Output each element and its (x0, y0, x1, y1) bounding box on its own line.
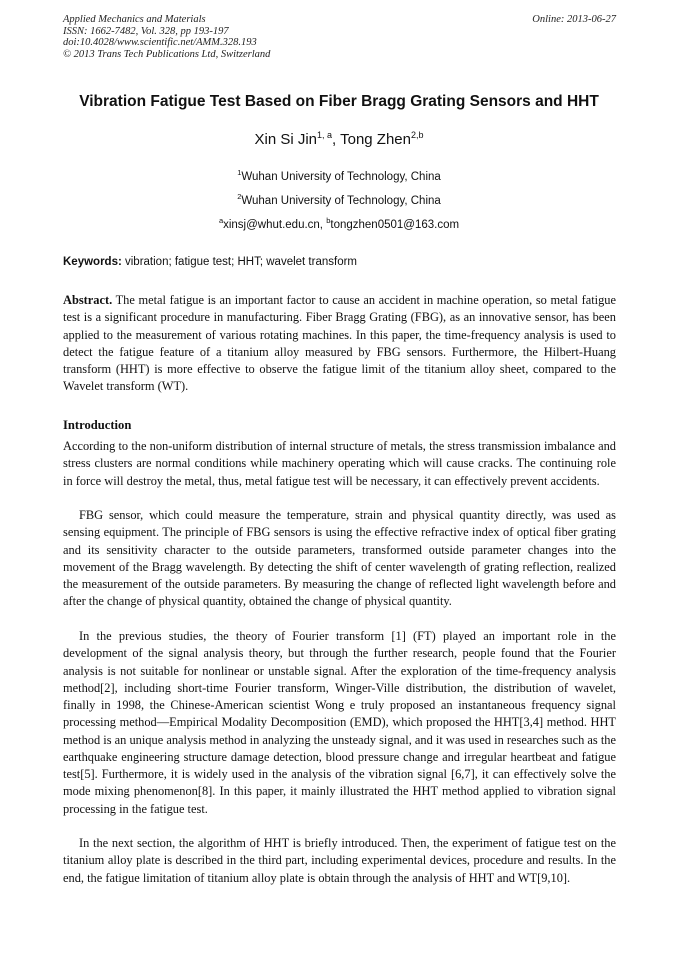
author-separator: , (332, 131, 341, 148)
keywords-text: vibration; fatigue test; HHT; wavelet transform (121, 256, 358, 268)
abstract-text: The metal fatigue is an important factor to cause an accident in machine operation, so metal fatigue test is a significant procedure in manufacturing. Fiber Bragg Grating (FBG), as an innovative sensor, has been applied to the measurement of various rotating machines. In this paper, the time-frequency analysis is used to detect the fatigue feature of a titanium alloy measured by FBG sensors. Furthermore, the Hilbert-Huang transform (HHT) is more effective to observe the fatigue limit of the titanium alloy sheet, compared to the Wavelet transform (WT). (63, 293, 616, 394)
abstract-label: Abstract. (63, 293, 113, 307)
author-2: Tong Zhen (340, 131, 411, 148)
intro-paragraph-2: FBG sensor, which could measure the temperature, strain and physical quantity directly, was used as sensing equipment. The principle of FBG sensors is using the effective refractive index of optical fiber grating and its sensitivity character to the outside parameters, transformed outside parameter changes into the movement of the Bragg wavelength. By detecting the shift of center wavelength of grating reflection, realized the measurement of the outside parameters. By measuring the change of reflected light wavelength before and after the change of physical quantity, obtained the change of physical quantity. (63, 508, 616, 609)
author-1-sup: 1, a (317, 130, 333, 140)
email-a-sup: a (218, 216, 224, 225)
journal-name: Applied Mechanics and Materials (63, 14, 206, 25)
affiliation-1-text: Wuhan University of Technology, China (241, 170, 441, 183)
email-a: xinsj@whut.edu.cn, (223, 218, 327, 231)
intro-paragraph-3: In the previous studies, the theory of Fourier transform [1] (FT) played an important role in the development of the signal analysis theory, but through the further research, people found that the Fourier analysis is not suitable for nonlinear or unstable signal. After the exploration of the time-frequency analysis method[2], including short-time Fourier transform, Winger-Ville distribution, the distribution of wavelet, finally in 1998, the Chinese-American scientist Wong e truly proposed an instantaneous frequency signal processing method—Empirical Modality Decomposition (EMD), which proposed the HHT[3,4] method. HHT method is an unique analysis method in analyzing the unsteady signal, and it was used in researches such as the earthquake engineering structure damage detection, blood pressure change and irregular heartbeat and fatigue test[5]. Furthermore, it is widely used in the analysis of the vibration signal [6,7], it can effectively solve the mode mixing phenomenon[8]. In this paper, it mainly illustrated the HHT method applied to vibration signal processing in the fatigue test. (63, 629, 616, 816)
affiliation-2-text: Wuhan University of Technology, China (241, 194, 441, 207)
doi-line: doi:10.4028/www.scientific.net/AMM.328.193 (63, 37, 257, 48)
keywords-label: Keywords: (63, 256, 122, 268)
copyright-line: © 2013 Trans Tech Publications Ltd, Switzerland (63, 48, 271, 60)
intro-paragraph-1: According to the non-uniform distribution of internal structure of metals, the stress transmission imbalance and stress clusters are normal conditions while machinery operating which will cause cracks. The continuing role in force will destroy the metal, thus, metal fatigue test will be necessary, it can effectively prevent accidents. (63, 439, 616, 488)
issn-line: ISSN: 1662-7482, Vol. 328, pp 193-197 (63, 25, 229, 37)
introduction-heading: Introduction (63, 418, 132, 432)
paper-title: Vibration Fatigue Test Based on Fiber Bragg Grating Sensors and HHT (79, 93, 599, 110)
intro-paragraph-4: In the next section, the algorithm of HHT is briefly introduced. Then, the experiment of fatigue test on the titanium alloy plate is described in the third part, including experimental devices, procedure and results. In the end, the fatigue limitation of titanium alloy plate is obtain through the analysis of HHT and WT[9,10]. (63, 836, 616, 885)
email-b: tongzhen0501@163.com (330, 218, 460, 231)
author-2-sup: 2,b (411, 130, 424, 140)
affiliation-1-sup: 1 (237, 168, 242, 177)
keywords-line (63, 256, 616, 268)
affiliation-2-sup: 2 (237, 192, 242, 201)
email-line (40, 216, 638, 231)
author-line (40, 130, 638, 148)
online-date: Online: 2013-06-27 (532, 14, 616, 25)
journal-header (63, 14, 616, 60)
email-b-sup: b (326, 216, 331, 225)
affiliation-1 (40, 168, 638, 183)
abstract-paragraph (63, 292, 616, 396)
author-1: Xin Si Jin (254, 131, 318, 148)
affiliation-2 (40, 192, 638, 207)
